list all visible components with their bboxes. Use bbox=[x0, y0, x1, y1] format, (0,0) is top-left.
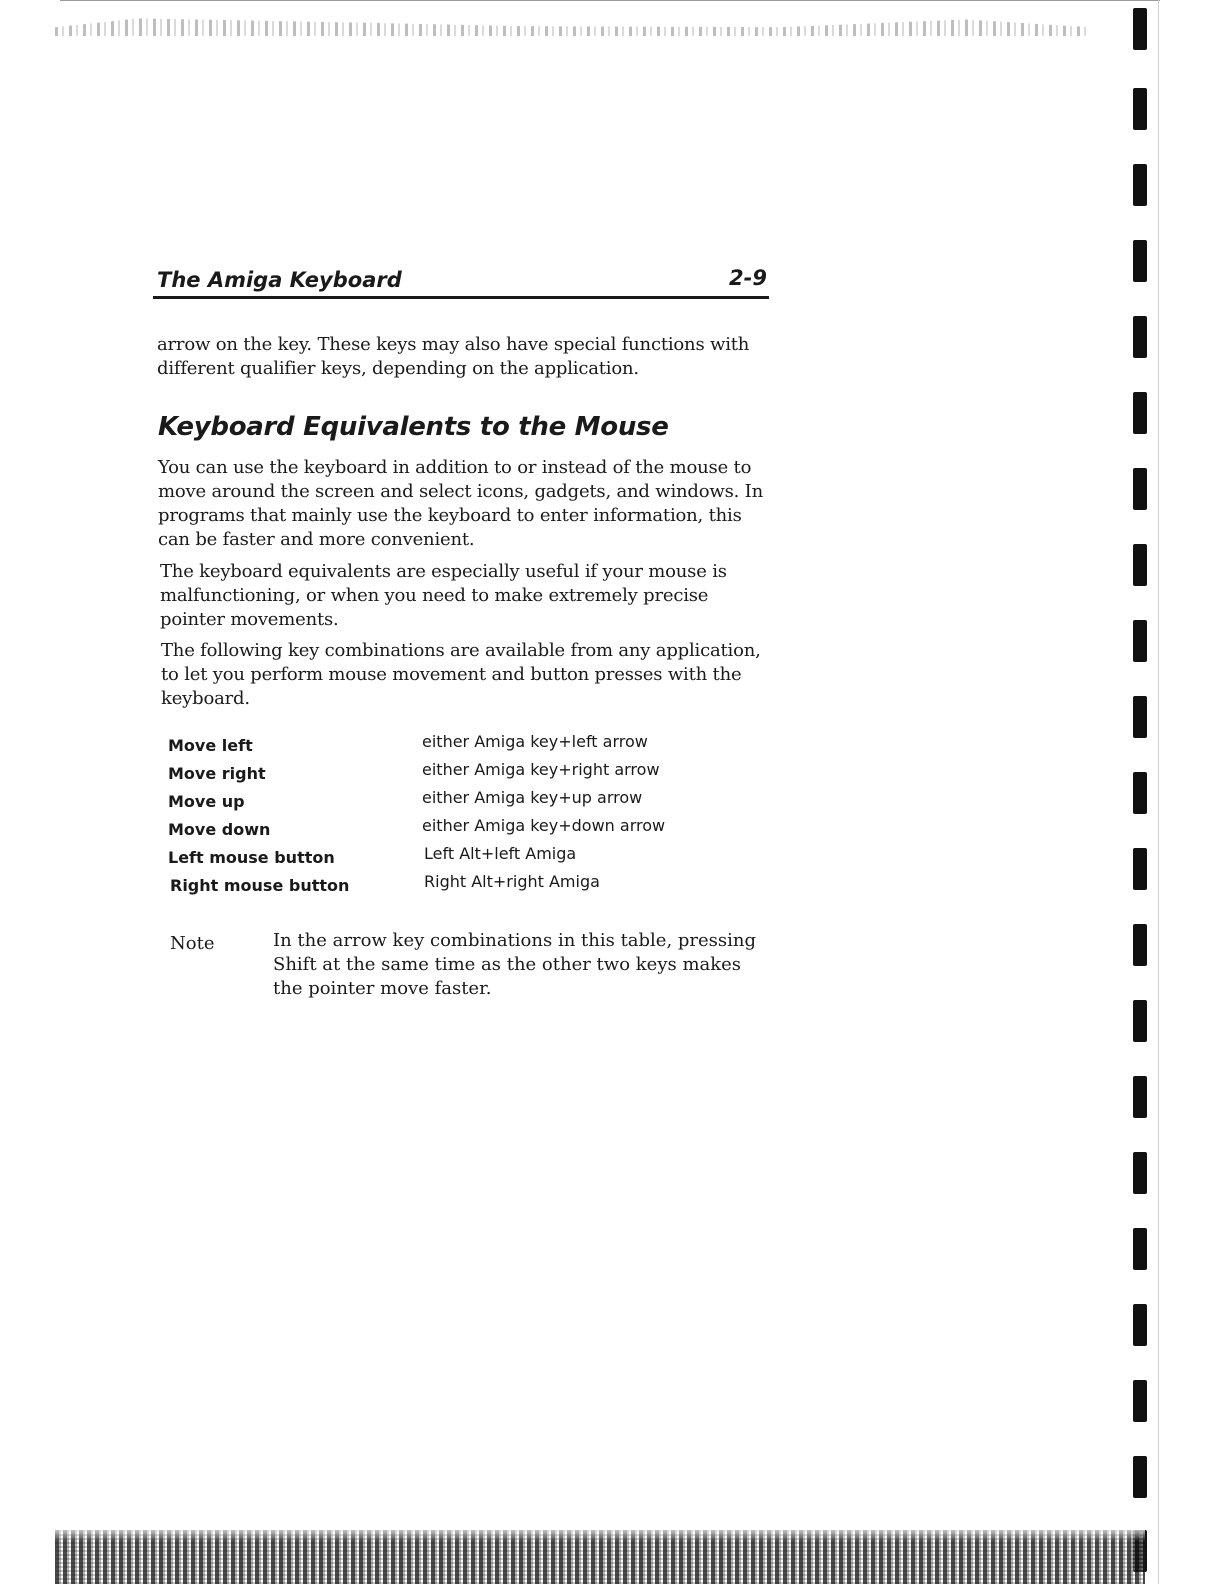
usefulness-paragraph: The keyboard equivalents are especially useful if your mouse is malfunctioning, or when you need to make extremely precise pointer movements. bbox=[160, 561, 727, 630]
binding-hole bbox=[1133, 1076, 1147, 1118]
binding-hole bbox=[1133, 392, 1147, 434]
page-right-edge bbox=[1158, 0, 1159, 1584]
scan-bottom-fade bbox=[55, 1525, 1145, 1541]
binding-hole bbox=[1133, 772, 1147, 814]
action-label: Right mouse button bbox=[170, 876, 350, 895]
key-combination-table bbox=[168, 732, 728, 900]
binding-hole bbox=[1133, 848, 1147, 890]
table-row bbox=[168, 816, 728, 844]
binding-hole bbox=[1133, 620, 1147, 662]
action-label: Move left bbox=[168, 736, 253, 755]
binding-hole bbox=[1133, 1456, 1147, 1498]
action-label: Move up bbox=[168, 792, 245, 811]
binding-hole bbox=[1133, 924, 1147, 966]
key-combination: either Amiga key+down arrow bbox=[422, 816, 666, 835]
page-number: 2-9 bbox=[729, 266, 767, 290]
action-label: Left mouse button bbox=[168, 848, 335, 867]
key-combination: either Amiga key+up arrow bbox=[422, 788, 643, 807]
key-combination: Right Alt+right Amiga bbox=[424, 872, 600, 891]
note-text: In the arrow key combinations in this table, pressing Shift at the same time as the other two keys makes the pointer move faster. bbox=[273, 930, 757, 999]
binding-hole bbox=[1133, 316, 1147, 358]
action-label: Move down bbox=[168, 820, 271, 839]
binding-hole bbox=[1133, 1228, 1147, 1270]
binding-hole bbox=[1133, 468, 1147, 510]
continuation-paragraph: arrow on the key. These keys may also have special functions with different qualifier keys, depending on the application. bbox=[157, 334, 750, 379]
binding-hole bbox=[1133, 8, 1147, 50]
binding-hole bbox=[1133, 1000, 1147, 1042]
running-header bbox=[153, 266, 769, 299]
scan-top-edge bbox=[60, 0, 1160, 1]
chapter-title: The Amiga Keyboard bbox=[157, 268, 402, 292]
binding-hole bbox=[1133, 696, 1147, 738]
table-row bbox=[168, 844, 728, 872]
key-combination: Left Alt+left Amiga bbox=[424, 844, 577, 863]
binding-hole bbox=[1133, 240, 1147, 282]
table-row bbox=[168, 872, 728, 900]
binding-hole bbox=[1133, 164, 1147, 206]
binding-hole bbox=[1133, 1152, 1147, 1194]
binding-hole bbox=[1133, 1304, 1147, 1346]
action-label: Move right bbox=[168, 764, 266, 783]
section-heading: Keyboard Equivalents to the Mouse bbox=[158, 412, 669, 442]
scan-top-noise bbox=[55, 14, 1090, 36]
table-row bbox=[168, 788, 728, 816]
intro-paragraph: You can use the keyboard in addition to or instead of the mouse to move around the screen and select icons, gadgets, and windows. In programs that mainly use the keyboard to enter information, this can be faster and more convenient. bbox=[158, 457, 763, 550]
binding-hole bbox=[1133, 544, 1147, 586]
binding-hole bbox=[1133, 88, 1147, 130]
table-row bbox=[168, 760, 728, 788]
key-combination: either Amiga key+right arrow bbox=[422, 760, 660, 779]
table-row bbox=[168, 732, 728, 760]
key-combination: either Amiga key+left arrow bbox=[422, 732, 648, 751]
combos-intro-paragraph: The following key combinations are available from any application, to let you perform mouse movement and button presses with the keyboard. bbox=[161, 640, 761, 709]
binding-hole bbox=[1133, 1380, 1147, 1422]
note-label: Note bbox=[170, 933, 215, 954]
